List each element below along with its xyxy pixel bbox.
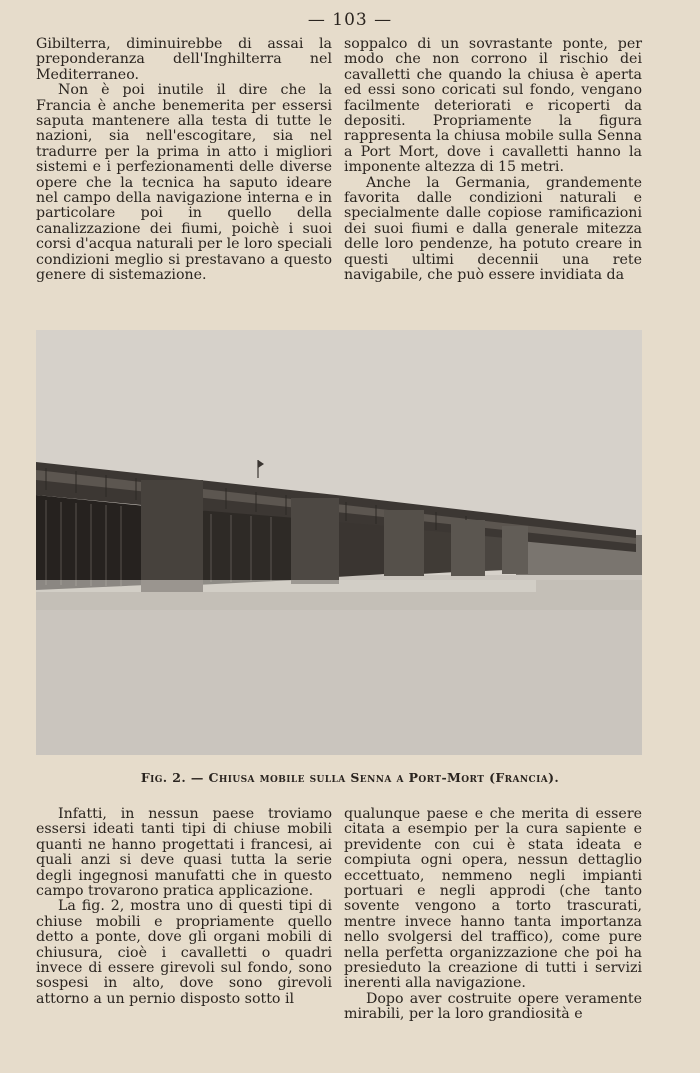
paragraph: qualunque paese e che merita di essere citata a esempio per la cura sapiente e previdente con cui è stata ideata e compiuta ogni opera, nessun dettaglio eccettuato, nemmeno negli impianti portuari e negli approdi (che tanto sovente vengono a torto trascurati, mentre invece hanno tanta importanza nello svolgersi del traffico), come pure nella perfetta organizzazione che poi ha presieduto la creazione di tutti i servizi inerenti alla navigazione. <box>344 806 642 992</box>
page-number: — 103 — <box>307 10 393 30</box>
column-top-right <box>344 37 642 284</box>
paragraph: soppalco di un sovrastante ponte, per modo che non corrono il rischio dei cavalletti che quando la chiusa è aperta ed essi sono coricati sul fondo, vengano facilmente deteriorati e ricoperti da depositi. Propriamente la figura rappresenta la chiusa mobile sulla Senna a Port Mort, dove i cavalletti hanno la imponente altezza di 15 metri. <box>344 36 642 176</box>
paragraph: Non è poi inutile il dire che la Francia è anche benemerita per essersi saputa mantenere alla testa di tutte le nazioni, sia nell'escogitare, sia nel tradurre per la prima in atto i migliori sistemi e i perfezionamenti delle diverse opere che la tecnica ha saputo ideare nel campo della navigazione interna e in particolare poi in quello della canalizzazione dei fiumi, poichè i suoi corsi d'acqua naturali per le loro speciali condizioni meglio si prestavano a questo genere di sistemazione. <box>36 82 332 284</box>
figure-photo-weir <box>36 330 642 755</box>
column-bottom-left <box>36 807 332 1007</box>
weir-photograph <box>36 330 642 755</box>
figure-caption: Fig. 2. — Chiusa mobile sulla Senna a Port-Mort (Francia). <box>140 770 560 785</box>
paragraph: Anche la Germania, grandemente favorita dalle condizioni naturali e specialmente dalle copiose ramificazioni dei suoi fiumi e dalla generale mitezza delle loro pendenze, ha potuto creare in questi ultimi decennii una rete navigabile, che può essere invidiata da <box>344 174 642 284</box>
paragraph: Gibilterra, diminuirebbe di assai la preponderanza dell'Inghilterra nel Mediterraneo. <box>36 36 332 83</box>
paragraph: Infatti, in nessun paese troviamo essersi ideati tanti tipi di chiuse mobili quanti ne hanno progettati i francesi, ai quali anzi si deve quasi tutta la serie degli ingegnosi manufatti che in questo campo trovarono pratica applicazione. <box>36 806 332 900</box>
paragraph: La fig. 2, mostra uno di questi tipi di chiuse mobili e propriamente quello detto a ponte, dove gli organi mobili di chiusura, cioè i cavalletti o quadri invece di essere girevoli sul fondo, sono sospesi in alto, dove sono girevoli attorno a un pernio disposto sotto il <box>36 898 332 1007</box>
column-bottom-right <box>344 807 642 1023</box>
paragraph: Dopo aver costruite opere veramente mirabili, per la loro grandiosità e <box>344 990 642 1023</box>
column-top-left <box>36 37 332 284</box>
